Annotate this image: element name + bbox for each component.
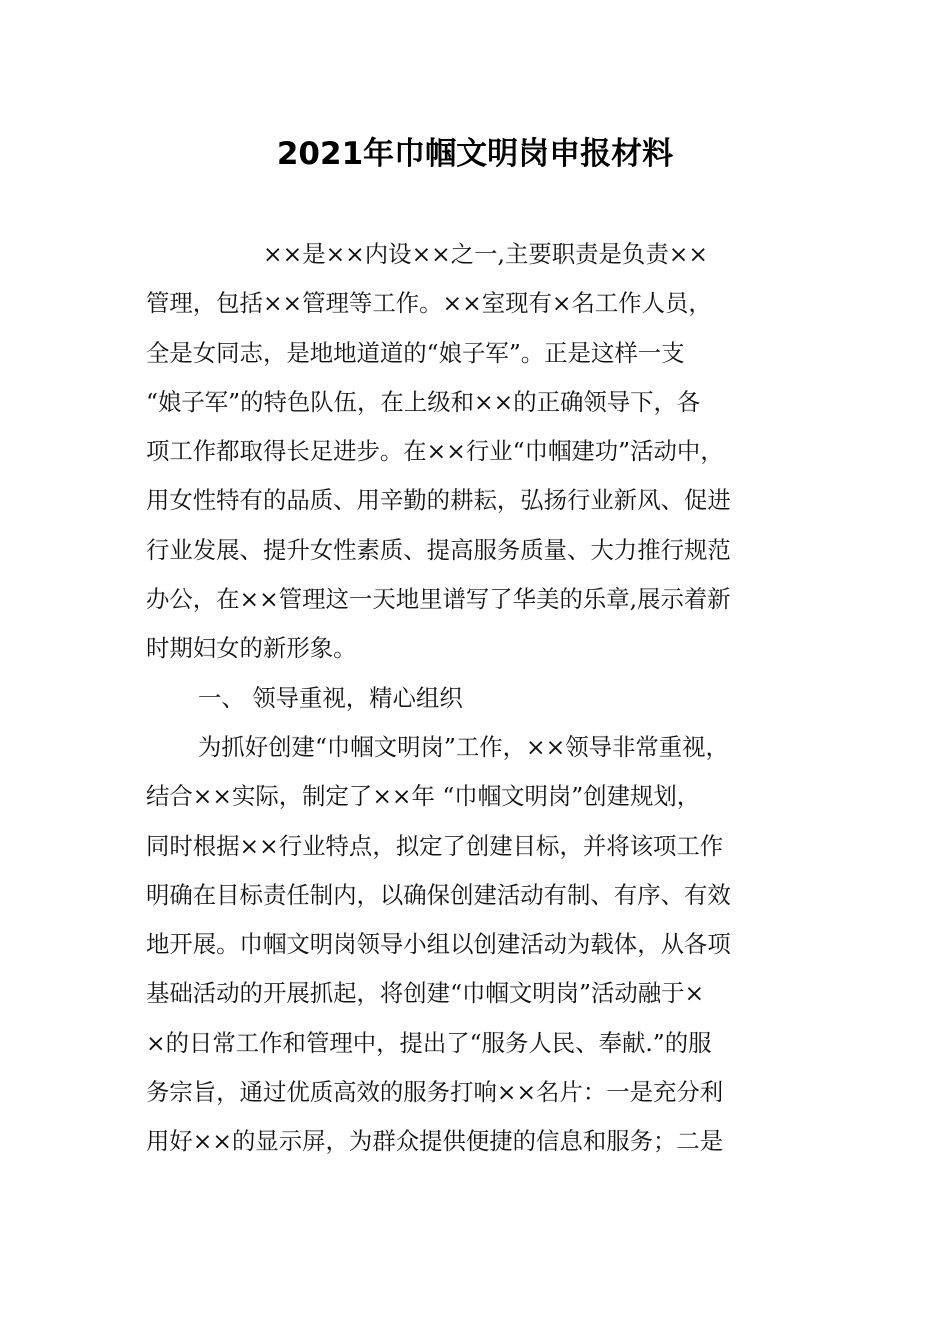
paragraph-line: 全是女同志，是地地道道的“娘子军”。正是这样一支 [146, 338, 685, 367]
paragraph-line: 为抓好创建“巾帼文明岗”工作，××领导非常重视， [198, 732, 729, 761]
paragraph-line: 明确在目标责任制内，以确保创建活动有制、有序、有效 [146, 880, 731, 909]
paragraph-line: 办公，在××管理这一天地里谱写了华美的乐章,展示着新 [146, 585, 731, 614]
paragraph-line: 用女性特有的品质、用辛勤的耕耘，弘扬行业新风、促进 [146, 486, 731, 515]
section-heading: 一、 领导重视，精心组织 [198, 683, 463, 712]
paragraph-line: 项工作都取得长足进步。在××行业“巾帼建功”活动中， [146, 437, 724, 466]
document-body [146, 230, 811, 1167]
document-title: 2021年巾帼文明岗申报材料 [276, 136, 674, 172]
paragraph-line: ××是××内设××之一,主要职责是负责×× [263, 240, 708, 268]
paragraph-line: 务宗旨，通过优质高效的服务打响××名片：一是充分利 [146, 1078, 724, 1107]
paragraph-line: 结合××实际，制定了××年 “巾帼文明岗”创建规划， [146, 782, 701, 811]
paragraph-line: 地开展。巾帼文明岗领导小组以创建活动为载体，从各项 [146, 930, 731, 959]
paragraph-line: 管理，包括××管理等工作。××室现有×名工作人员， [146, 289, 712, 318]
paragraph-line: 行业发展、提升女性素质、提高服务质量、大力推行规范 [146, 535, 731, 564]
paragraph-line: 用好××的显示屏，为群众提供便捷的信息和服务；二是 [146, 1127, 724, 1156]
paragraph-line: “娘子军”的特色队伍，在上级和××的正确领导下，各 [146, 387, 701, 416]
paragraph-line: 时期妇女的新形象。 [146, 634, 357, 663]
paragraph-line: ×的日常工作和管理中，提出了“服务人民、奉献.”的服 [146, 1028, 712, 1057]
paragraph-line: 基础活动的开展抓起，将创建“巾帼文明岗”活动融于× [146, 979, 705, 1008]
paragraph-line: 同时根据××行业特点，拟定了创建目标，并将该项工作 [146, 831, 724, 860]
